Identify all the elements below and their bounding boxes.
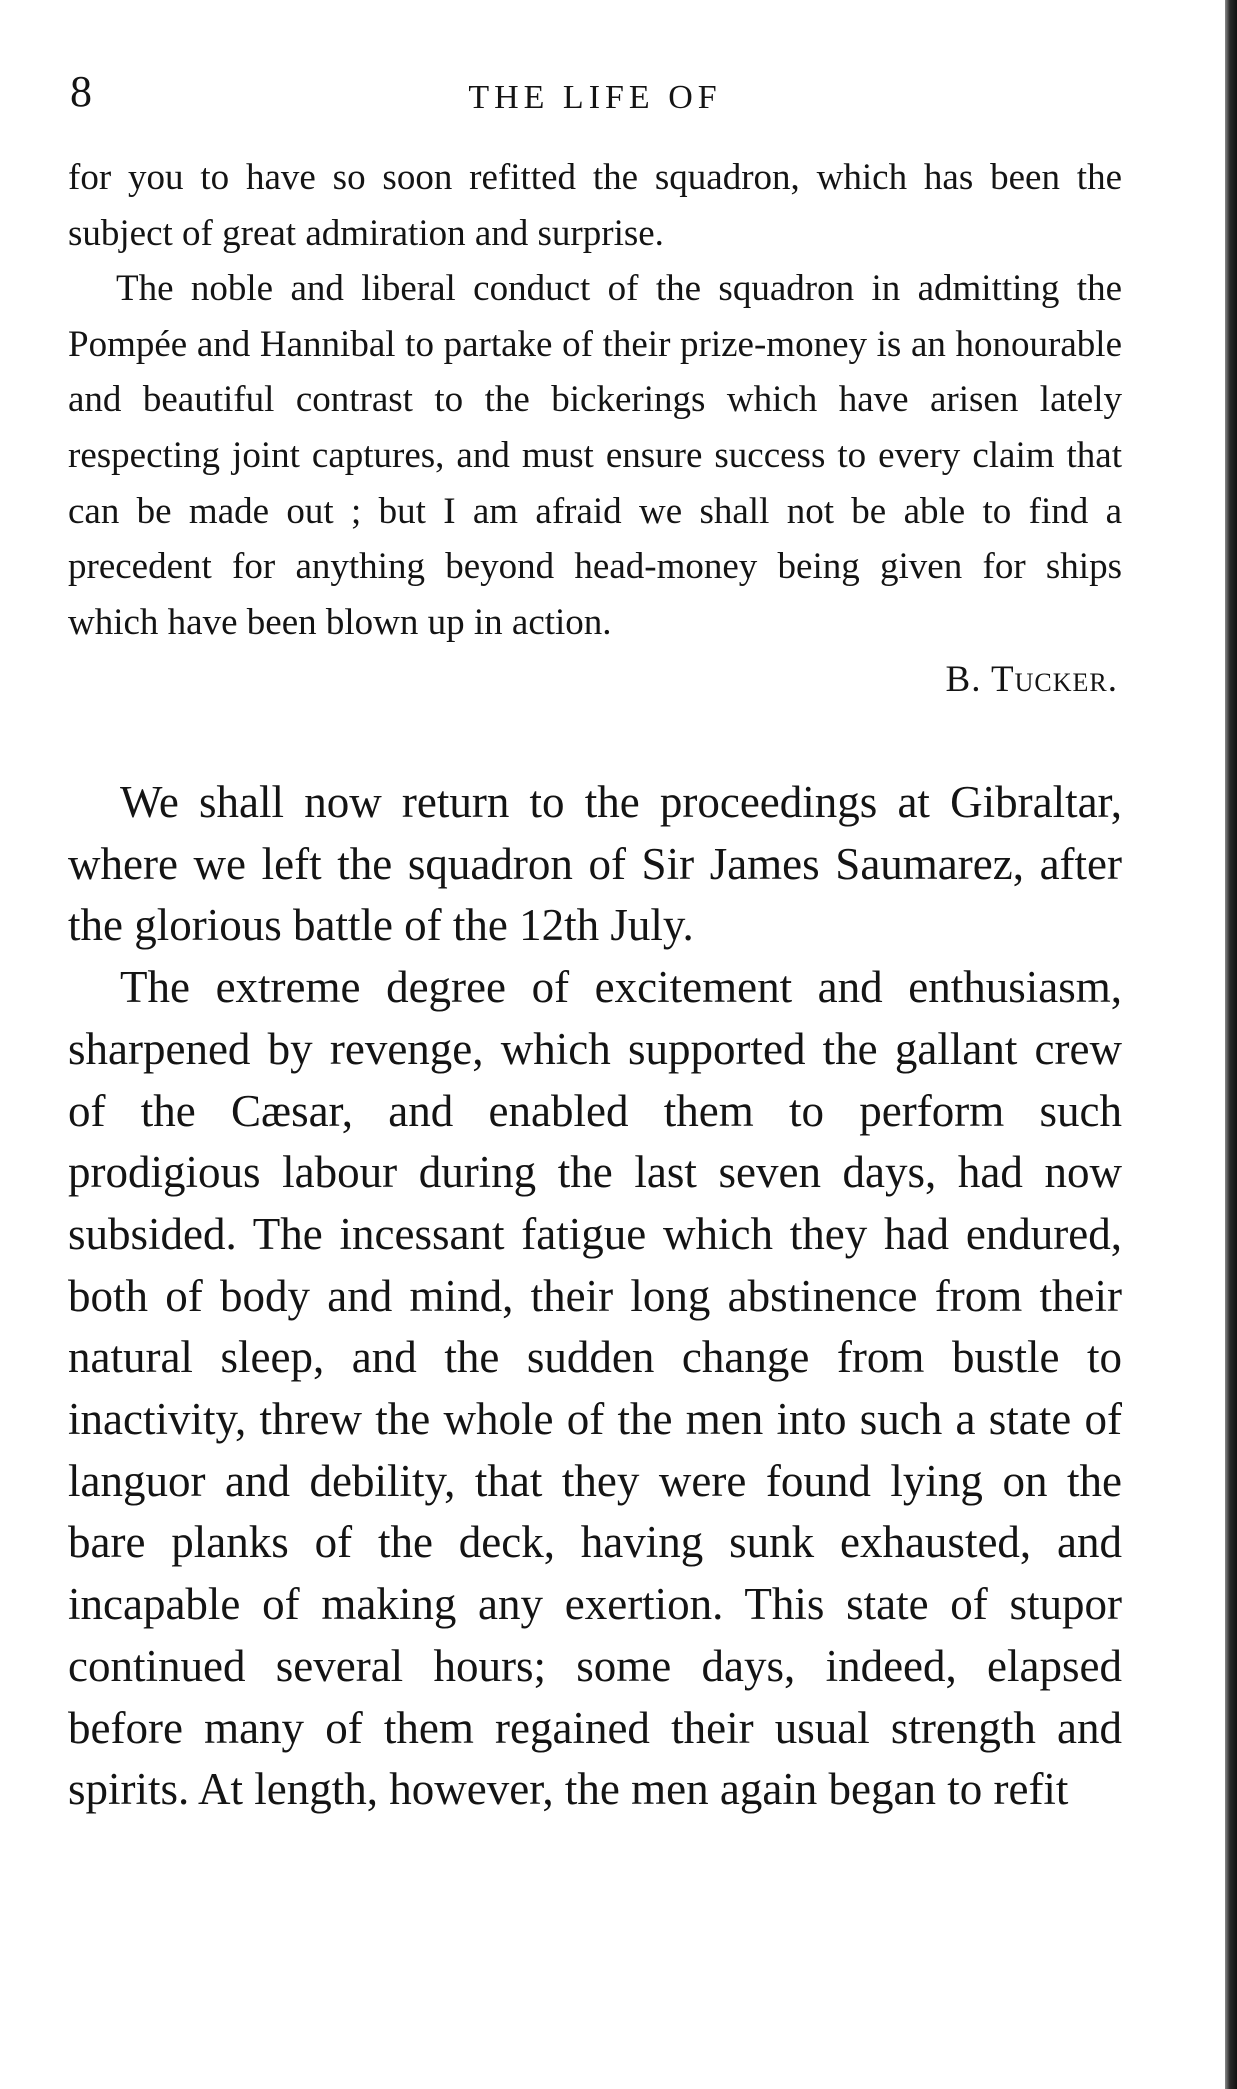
letter-signature: B. Tucker. — [945, 659, 1118, 701]
quoted-letter — [68, 150, 1122, 710]
page-number: 8 — [70, 67, 92, 116]
letter-paragraph-2: The noble and liberal conduct of the squadron in admitting the Pompée and Hannibal to partake of their prize-money is an honourable and beautiful contrast to the bickerings which have arisen lately respecting joint captures, and must ensure success to every claim that can be made out ; but I am afraid we shall not be able to find a precedent for anything beyond head-money being given for ships which have been blown up in action. — [68, 268, 1122, 643]
main-text — [68, 772, 1122, 1821]
body-paragraph-2: The extreme degree of excitement and enthusiasm, sharpened by revenge, which supported the gallant crew of the Cæsar, and enabled them to perform such prodigious labour during the last seven days, had now subsided. The incessant fatigue which they had endured, both of body and mind, their long abstinence from their natural sleep, and the sudden change from bustle to inactivity, threw the whole of the men into such a state of languor and debility, that they were found lying on the bare planks of the deck, having sunk exhausted, and incapable of making any exertion. This state of stupor continued several hours; some days, indeed, elapsed before many of them regained their usual strength and spirits. At length, however, the men again began to refit — [68, 962, 1122, 1815]
page-header — [68, 62, 1122, 122]
page-edge-shadow — [1225, 0, 1237, 2089]
body-paragraph-1: We shall now return to the proceedings at Gibraltar, where we left the squadron of Sir James Saumarez, after the glorious battle of the 12th July. — [68, 777, 1122, 951]
running-title: THE LIFE OF — [468, 79, 722, 116]
letter-paragraph-1: for you to have so soon refitted the squadron, which has been the subject of great admiration and surprise. — [68, 157, 1122, 254]
